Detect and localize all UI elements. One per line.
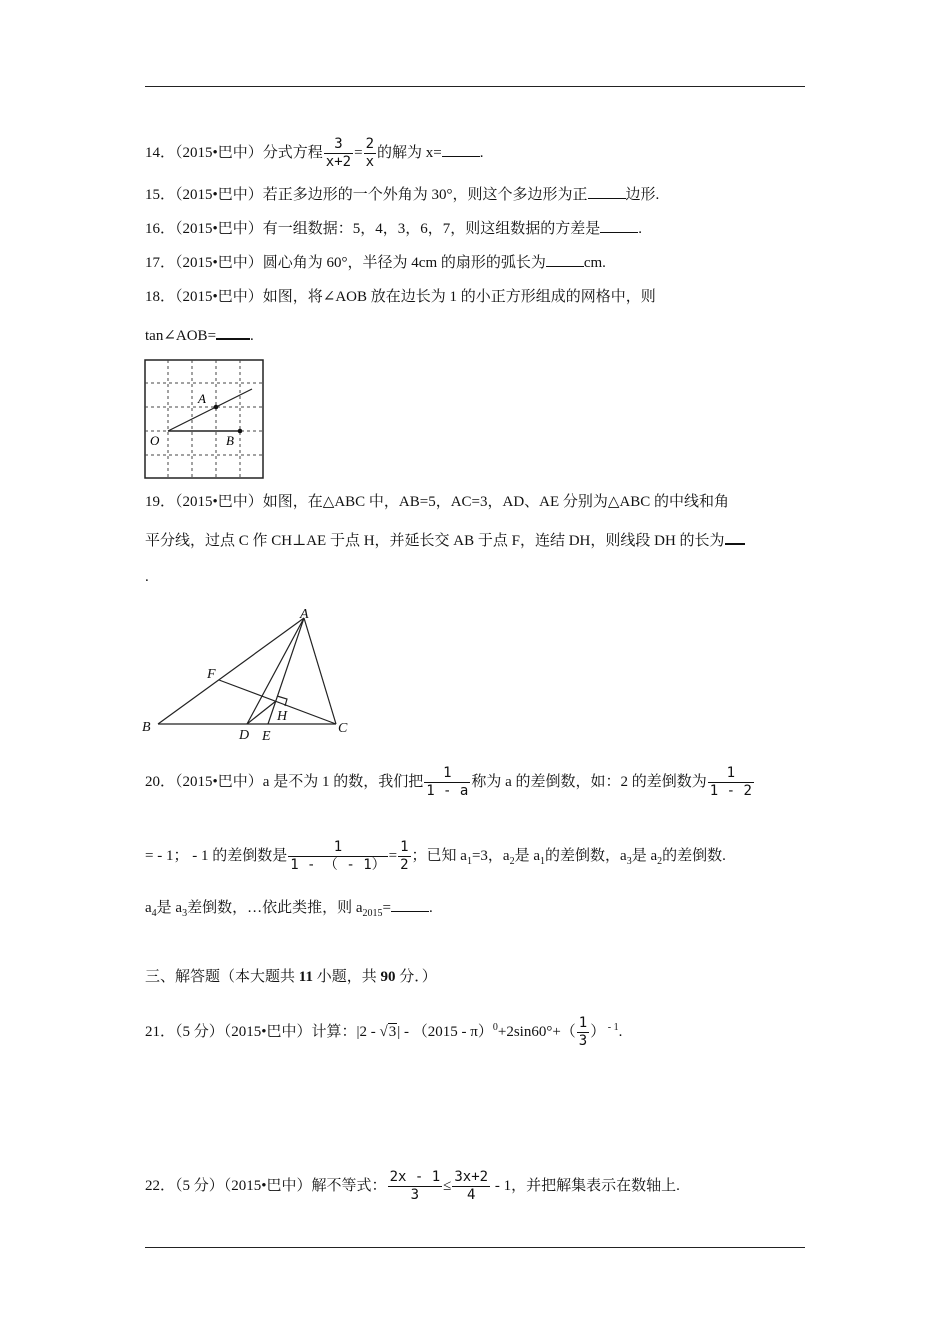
question-text: 是 a <box>514 848 541 864</box>
question-19 <box>145 491 729 513</box>
question-text: - 1，并把解集表示在数轴上. <box>491 1178 680 1194</box>
question-number: 21． <box>145 1024 176 1040</box>
question-16 <box>145 218 642 240</box>
question-text: tan∠AOB= <box>145 328 217 344</box>
numerator: 1 <box>443 765 452 782</box>
denominator: 1 - a <box>426 783 469 800</box>
question-14 <box>145 136 483 171</box>
subscript: 3 <box>626 856 632 867</box>
question-number: 20． <box>145 774 176 790</box>
fraction <box>388 1169 443 1204</box>
grid-figure <box>144 359 266 481</box>
denominator: 1 - （ - 1） <box>290 857 386 874</box>
label-a: A <box>198 391 206 406</box>
subscript: 1 <box>466 856 472 867</box>
question-text: 如图，在△ABC 中，AB=5，AC=3，AD、AE 分别为△ABC 的中线和角 <box>262 494 730 510</box>
question-text: 有一组数据：5，4，3，6，7，则这组数据的方差是 <box>262 221 601 237</box>
sqrt-sign: √ <box>379 1024 388 1040</box>
section-text: 三、解答题（本大题共 <box>145 969 299 985</box>
label-b: B <box>226 433 234 448</box>
question-number: 19． <box>145 494 176 510</box>
fraction <box>398 839 410 874</box>
question-text: 的差倒数. <box>662 848 726 864</box>
numerator: 2x - 1 <box>389 1169 441 1186</box>
question-15 <box>145 184 659 206</box>
answer-blank[interactable] <box>216 324 250 340</box>
question-18 <box>145 286 656 308</box>
equals-sign: = <box>388 848 398 864</box>
question-21 <box>145 1008 622 1052</box>
section-heading <box>145 966 437 988</box>
question-number: 16． <box>145 221 176 237</box>
fraction <box>324 136 353 171</box>
source-tag: （2015•巴中） <box>223 1024 312 1040</box>
denominator: 3 <box>578 1033 588 1050</box>
source-tag: （2015•巴中） <box>175 289 263 305</box>
question-text: 是 a <box>156 900 183 916</box>
period: . <box>250 328 254 344</box>
denominator: 2 <box>400 857 409 874</box>
question-text: 的差倒数，a <box>545 848 627 864</box>
source-tag: （2015•巴中） <box>175 494 263 510</box>
numerator: 2 <box>365 136 374 152</box>
denominator: 3 <box>388 1186 443 1204</box>
question-text: 平分线，过点 C 作 CH⊥AE 于点 H，并延长交 AB 于点 F，连结 DH，则线段 DH 的长为 <box>145 533 725 549</box>
question-22 <box>145 1166 680 1206</box>
denominator: 4 <box>452 1186 490 1204</box>
question-text: 计算：|2 - <box>311 1024 380 1040</box>
answer-blank[interactable] <box>546 252 584 267</box>
bottom-rule <box>145 1247 805 1248</box>
period: . <box>479 144 484 161</box>
numerator: 1 <box>726 765 736 782</box>
question-text: = <box>382 900 391 916</box>
fraction <box>708 765 754 800</box>
answer-blank[interactable] <box>588 184 626 199</box>
question-text: = - 1； - 1 的差倒数是 <box>145 848 288 864</box>
radicand: 3 <box>388 1024 397 1040</box>
score-tag: （5 分） <box>175 1024 224 1040</box>
source-tag: （2015•巴中） <box>175 255 263 271</box>
question-text: 解不等式： <box>311 1178 387 1194</box>
numerator: 1 <box>333 839 343 856</box>
answer-blank[interactable] <box>600 218 638 233</box>
question-text: 称为 a 的差倒数，如：2 的差倒数为 <box>471 774 707 790</box>
question-text: =3，a <box>471 848 510 864</box>
question-text: a <box>145 900 152 916</box>
less-equal-sign: ≤ <box>443 1178 452 1194</box>
label-d: D <box>239 728 250 743</box>
question-text-end: cm. <box>583 255 606 271</box>
question-number: 17． <box>145 255 176 271</box>
superscript: 0 <box>492 1022 498 1033</box>
source-tag: （2015•巴中） <box>175 144 263 161</box>
question-number: 18． <box>145 289 176 305</box>
question-text: 如图，将∠AOB 放在边长为 1 的小正方形组成的网格中，则 <box>262 289 656 305</box>
denominator: 1 - 2 <box>709 783 752 800</box>
fraction <box>288 839 387 874</box>
label-f: F <box>207 667 216 682</box>
source-tag: （2015•巴中） <box>175 187 263 203</box>
answer-blank[interactable] <box>725 529 745 545</box>
question-number: 15． <box>145 187 176 203</box>
question-17 <box>145 252 606 274</box>
source-tag: （2015•巴中） <box>223 1178 312 1194</box>
period: . <box>638 221 643 237</box>
equals-sign: = <box>354 144 363 161</box>
question-text: | - （2015 - π） <box>397 1024 493 1040</box>
total-score: 90 <box>380 969 396 985</box>
score-tag: （5 分） <box>175 1178 224 1194</box>
numerator: 3x+2 <box>454 1169 489 1186</box>
source-tag: （2015•巴中） <box>175 221 263 237</box>
question-number: 22． <box>145 1178 176 1194</box>
question-text: 圆心角为 60°，半径为 4cm 的扇形的弧长为 <box>262 255 546 271</box>
question-count: 11 <box>298 969 313 985</box>
label-c: C <box>338 721 348 736</box>
question-text: ；已知 a <box>411 848 467 864</box>
subscript: 2015 <box>362 908 383 919</box>
period: . <box>428 900 433 916</box>
subscript: 2 <box>509 856 515 867</box>
subscript: 1 <box>540 856 546 867</box>
fraction <box>424 765 470 800</box>
numerator: 1 <box>578 1015 588 1032</box>
label-h: H <box>277 709 288 724</box>
question-text: 若正多边形的一个外角为 30°，则这个多边形为正 <box>262 187 588 203</box>
question-number: 14． <box>145 144 176 161</box>
question-20-line-3 <box>145 897 433 925</box>
denominator: x <box>365 154 374 170</box>
question-text: +2sin60°+（ <box>497 1024 576 1040</box>
label-a: A <box>300 607 309 622</box>
question-text-end: 边形. <box>625 187 660 203</box>
source-tag: （2015•巴中） <box>175 774 263 790</box>
question-19-line-3 <box>145 566 149 588</box>
denominator: x+2 <box>325 154 352 170</box>
fraction <box>452 1169 490 1204</box>
subscript: 2 <box>657 856 663 867</box>
question-text: 差倒数，…依此类推，则 a <box>187 900 363 916</box>
fraction <box>577 1015 589 1050</box>
superscript: - 1 <box>605 1022 619 1033</box>
period: . <box>145 569 149 585</box>
question-text: ） <box>590 1024 606 1040</box>
top-rule <box>145 86 805 87</box>
question-text: 是 a <box>631 848 658 864</box>
triangle-figure <box>140 604 360 746</box>
fraction <box>364 136 376 171</box>
question-text: a 是不为 1 的数，我们把 <box>262 774 424 790</box>
question-20-line-2 <box>145 836 726 882</box>
numerator: 3 <box>334 136 343 152</box>
question-20 <box>145 762 755 802</box>
answer-blank[interactable] <box>391 897 429 912</box>
question-text: 的解为 x= <box>377 144 442 161</box>
question-19-line-2 <box>145 529 745 552</box>
section-text: 分．） <box>395 969 437 985</box>
section-text: 小题，共 <box>312 969 381 985</box>
label-e: E <box>262 729 271 744</box>
period: . <box>618 1024 623 1040</box>
subscript: 3 <box>182 908 188 919</box>
label-o: O <box>150 433 160 448</box>
question-text: 分式方程 <box>262 144 323 161</box>
answer-blank[interactable] <box>442 142 480 157</box>
subscript: 4 <box>151 908 157 919</box>
question-18-line-2 <box>145 324 254 347</box>
label-b: B <box>142 720 151 735</box>
numerator: 1 <box>400 839 409 856</box>
